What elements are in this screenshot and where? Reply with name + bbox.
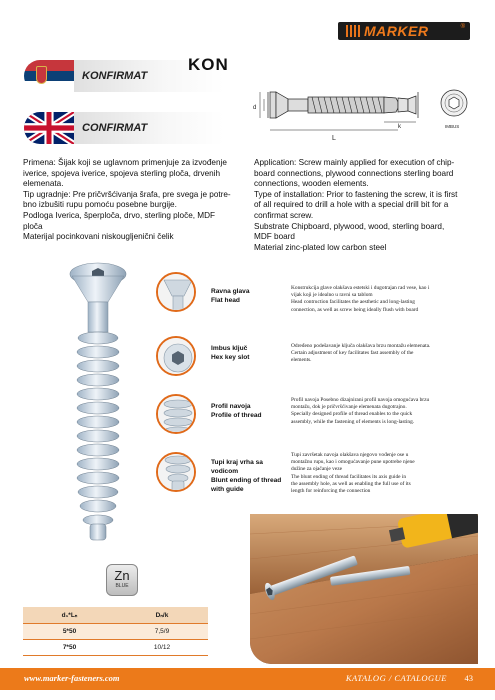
drawing-label-imbus: IMBUS: [445, 124, 460, 129]
brand-logo: [338, 22, 470, 40]
lang-label-sr: KONFIRMAT: [82, 70, 148, 82]
footer-url-link[interactable]: www.marker-fasteners.com: [24, 673, 120, 683]
en-line: Type of installation: Prior to fastening the screw, it is first: [254, 189, 458, 199]
logo-registered: ®: [460, 24, 465, 30]
dimension-table: [23, 607, 208, 656]
feature-title-en: Hex key slot: [211, 354, 250, 361]
desc-line: The blunt ending of thread facilitates its axis guide in: [291, 473, 407, 480]
table-row: [23, 623, 208, 639]
sr-line: iverice, spojeva iverice, spojeva sterling ploča, drvenih: [23, 168, 221, 178]
table-header-row: [23, 607, 208, 623]
feature-title-sr: Profil navoja: [211, 403, 251, 410]
desc-line: dužine za ojačanje veze: [291, 466, 343, 473]
desc-line: connection, as well as screw being ideally flush with board: [291, 306, 419, 313]
thread-profile-circle-icon: [156, 394, 196, 434]
desc-line: Head contruction facilitates the aesthetic and long-lasting: [291, 299, 415, 306]
feature-title-sr: Tupi kraj vrha sa: [211, 459, 263, 466]
feature-title-en: Blunt ending of thread: [211, 477, 282, 484]
en-line: Substrate Chipboard, plywood, wood, sterling board,: [254, 221, 445, 231]
sr-line: Materijal pocinkovani niskougljenični čelik: [23, 232, 174, 242]
technical-drawing: [248, 84, 478, 146]
drawing-label-d: d: [253, 105, 257, 111]
en-line: of all required to drill a hole with a special drill bit for a: [254, 200, 449, 210]
feature-title-hex-key: [211, 344, 249, 362]
sr-line: elemenata.: [23, 179, 64, 189]
desc-line: Certain adjustment of key facilitates fast assembly of the: [291, 350, 414, 357]
desc-line: montažu, dok je pričvršćivanje elemenata dugotrajno.: [291, 404, 407, 411]
table-row: [23, 639, 208, 655]
sr-line: Primena: Šijak koji se uglavnom primenjuje za izvođenje: [23, 158, 227, 167]
en-line: confirmat screw.: [254, 210, 314, 220]
blunt-end-circle-icon: [156, 452, 196, 492]
table-cell: 7*50: [23, 639, 116, 655]
hex-key-circle-icon: [156, 336, 196, 376]
desc-line: the assembly hole, as well as enabling the full use of its: [291, 480, 411, 487]
desc-line: Određeno podešavanje ključa olakšava brzu montažu elemenata.: [291, 343, 431, 349]
drawing-label-k: k: [398, 124, 401, 130]
feature-title-flat-head: [211, 287, 249, 305]
application-photo: [250, 514, 478, 664]
feature-desc-flat-head: [291, 285, 476, 314]
table-header: d₁*Lₙ: [23, 607, 116, 623]
serbian-description: [23, 158, 248, 243]
feature-desc-blunt-end: [291, 452, 476, 495]
uk-flag-icon: [24, 112, 74, 144]
feature-title-en: with guide: [211, 486, 244, 493]
screw-image: [64, 262, 134, 552]
feature-title-sr: Ravna glava: [211, 288, 250, 295]
en-line: Material zinc-plated low carbon steel: [254, 242, 387, 252]
desc-line: montažnu rupu, kao i omogućavanje pune upotrebe njene: [291, 459, 415, 466]
desc-line: elements.: [291, 357, 312, 364]
table-cell: 5*50: [23, 623, 116, 639]
feature-desc-hex-key: [291, 343, 476, 365]
zinc-sub: BLUE: [115, 583, 129, 589]
table-cell: 7,5/9: [116, 623, 208, 639]
desc-line: length for reinforcing the connection: [291, 488, 371, 495]
feature-title-sr: vodicom: [211, 468, 239, 475]
lang-label-en: CONFIRMAT: [82, 122, 148, 134]
sr-line: Tip ugradnje: Pre pričvršćivanja šrafa, pre svega je potre-: [23, 189, 231, 199]
english-description: [254, 158, 479, 253]
feature-title-blunt-end: [211, 458, 281, 494]
en-line: Application: Screw mainly applied for execution of chip-: [254, 158, 455, 167]
logo-text: MARKER: [364, 23, 429, 39]
en-line: connections, wooden elements.: [254, 179, 369, 189]
feature-title-en: Profile of thread: [211, 412, 262, 419]
desc-line: assembly, while the fastening of elements is long-lasting.: [291, 418, 415, 425]
sr-line: ploča: [23, 221, 43, 231]
serbian-flag-icon: [24, 60, 74, 92]
table-cell: 10/12: [116, 639, 208, 655]
desc-line: Tupi završetak navoja olakšava njegovo vođenje ose u: [291, 452, 409, 458]
en-line: MDF board: [254, 232, 295, 242]
table-header: Dₙ/k: [116, 607, 208, 623]
desc-line: vijak koji je idealno u ravni sa tablom: [291, 292, 373, 299]
sr-line: Podloga Iverica, šperploča, drvo, sterling ploče, MDF: [23, 210, 216, 220]
logo-stripe-icon: [346, 25, 360, 37]
page-title: KON: [188, 55, 229, 74]
desc-line: Specially designed profile of thread enables to the quick: [291, 411, 413, 418]
feature-title-thread: [211, 402, 262, 420]
sr-line: bno izbušiti rupu pomoću posebne burgije.: [23, 200, 177, 210]
feature-title-en: Flat head: [211, 297, 240, 304]
feature-title-sr: Imbus ključ: [211, 345, 248, 352]
page-number: 43: [464, 673, 473, 683]
desc-line: Profil navoja Posebno dizajnirani profil navoja omogućava brzu: [291, 397, 430, 403]
footer-bar: [0, 668, 495, 690]
footer-catalog: KATALOG / CATALOGUE: [345, 673, 447, 683]
feature-desc-thread: [291, 397, 476, 426]
zinc-badge: [106, 564, 138, 596]
desc-line: Konstrukcija glave olakšava estetski i dugotrajan rad vese, kao i: [291, 285, 430, 291]
en-line: board connections, plywood connections sterling board: [254, 168, 454, 178]
zinc-symbol: Zn: [114, 568, 130, 583]
flat-head-circle-icon: [156, 272, 196, 312]
drawing-label-l: L: [332, 135, 336, 142]
